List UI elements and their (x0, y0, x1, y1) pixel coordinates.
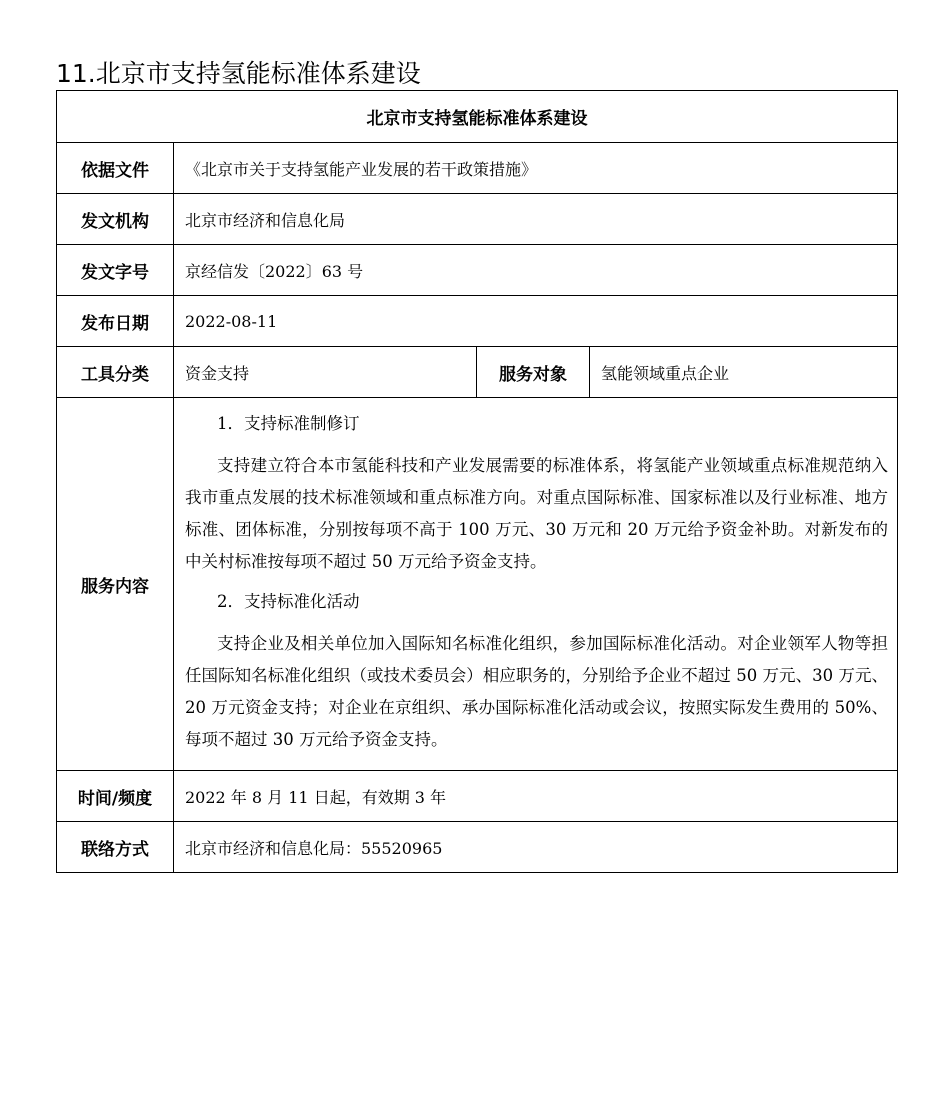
table-row-contact (57, 822, 898, 873)
page-heading: 11.北京市支持氢能标准体系建设 (56, 59, 421, 88)
target-label: 服务对象 (477, 347, 590, 398)
contact-value: 北京市经济和信息化局：55520965 (174, 822, 898, 873)
table-title: 北京市支持氢能标准体系建设 (57, 91, 898, 143)
doc-number-label: 发文字号 (57, 245, 174, 296)
date-value: 2022-08-11 (174, 296, 898, 347)
contact-label: 联络方式 (57, 822, 174, 873)
item2-text: 支持企业及相关单位加入国际知名标准化组织，参加国际标准化活动。对企业领军人物等担任国际知名标准化组织（或技术委员会）相应职务的，分别给予企业不超过 50 万元、30 万元、20 万元资金支持；对企业在京组织、承办国际标准化活动或会议，按照实际发生费用的 50%、每项不超过 30 万元给予资金支持。 (185, 634, 888, 749)
table-row-period (57, 771, 898, 822)
item1-title: 1．支持标准制修订 (217, 414, 360, 433)
item1-text: 支持建立符合本市氢能科技和产业发展需要的标准体系，将氢能产业领域重点标准规范纳入我市重点发展的技术标准领域和重点标准方向。对重点国际标准、国家标准以及行业标准、地方标准、团体标准，分别按每项不高于 100 万元、30 万元和 20 万元给予资金补助。对新发布的中关村标准按每项不超过 50 万元给予资金支持。 (185, 456, 888, 571)
doc-number-value: 京经信发〔2022〕63 号 (174, 245, 898, 296)
content-label: 服务内容 (57, 398, 174, 771)
period-value: 2022 年 8 月 11 日起，有效期 3 年 (174, 771, 898, 822)
tool-label: 工具分类 (57, 347, 174, 398)
table-row-date (57, 296, 898, 347)
content-cell (174, 398, 898, 771)
tool-value: 资金支持 (174, 347, 477, 398)
issuer-label: 发文机构 (57, 194, 174, 245)
policy-table (56, 90, 898, 873)
table-row-issuer (57, 194, 898, 245)
table-row-tool (57, 347, 898, 398)
issuer-value: 北京市经济和信息化局 (174, 194, 898, 245)
period-label: 时间/频度 (57, 771, 174, 822)
date-label: 发布日期 (57, 296, 174, 347)
target-value: 氢能领域重点企业 (590, 347, 898, 398)
basis-value: 《北京市关于支持氢能产业发展的若干政策措施》 (174, 143, 898, 194)
basis-label: 依据文件 (57, 143, 174, 194)
table-row-doc-number (57, 245, 898, 296)
item2-title: 2．支持标准化活动 (217, 592, 360, 611)
table-row-basis (57, 143, 898, 194)
table-row-content (57, 398, 898, 771)
